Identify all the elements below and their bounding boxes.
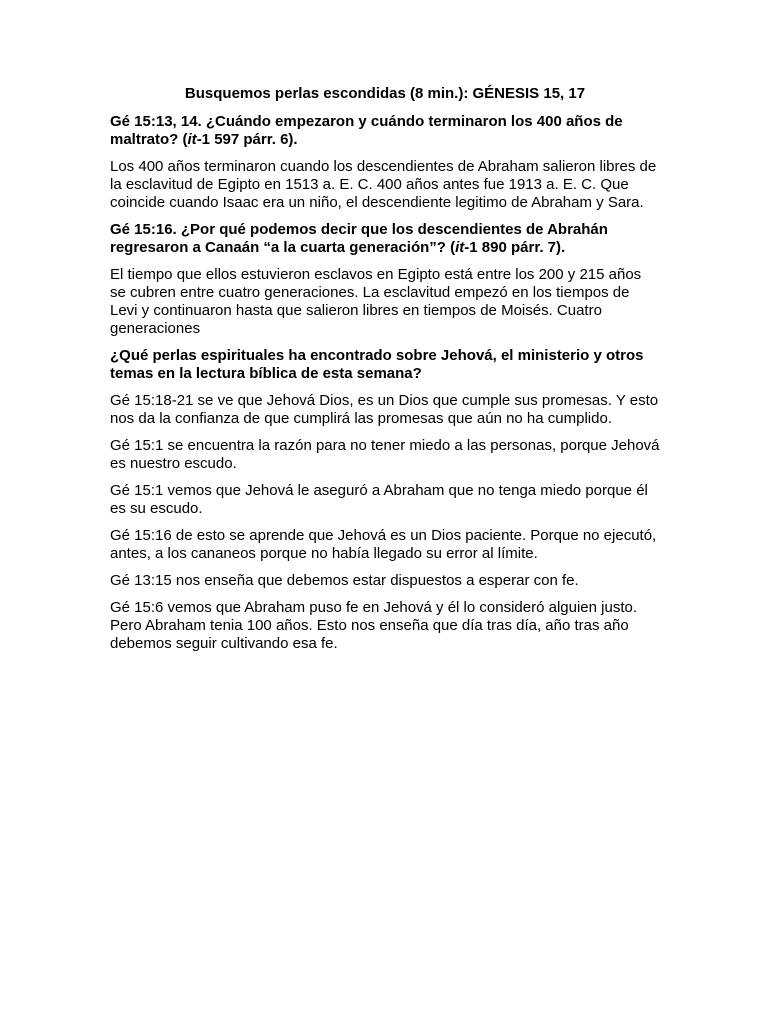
question-1-ref-suffix: -1 597 párr. 6). <box>196 131 298 148</box>
answer-paragraph: Gé 15:6 vemos que Abraham puso fe en Jehová y él lo consideró alguien justo. Pero Abraham tenia 100 años. Esto nos enseña que día tras día, año tras año debemos seguir cultivando esa fe. <box>110 599 637 652</box>
answer-paragraph: Gé 13:15 nos enseña que debemos estar dispuestos a esperar con fe. <box>110 572 579 589</box>
question-1-ref: it <box>187 131 197 148</box>
answer-1: Los 400 años terminaron cuando los descendientes de Abraham salieron libres de la esclavitud de Egipto en 1513 a. E. C. 400 años antes fue 1913 a. E. C. Que coincide cuando Isaac era un niño, el descendiente legitimo de Abraham y Sara. <box>110 158 657 211</box>
answer-paragraph: Gé 15:18-21 se ve que Jehová Dios, es un Dios que cumple sus promesas. Y esto nos da la confianza de que cumplirá las promesas que aún no ha cumplido. <box>110 392 659 427</box>
answer-paragraph: Gé 15:16 de esto se aprende que Jehová es un Dios paciente. Porque no ejecutó, antes, a los cananeos porque no había llegado su error al límite. <box>110 527 657 562</box>
document-title: Busquemos perlas escondidas (8 min.): GÉNESIS 15, 17 <box>184 85 586 102</box>
question-2-ref: it <box>455 239 465 256</box>
question-2 <box>110 221 660 257</box>
answer-paragraph: Gé 15:1 vemos que Jehová le aseguró a Abraham que no tenga miedo porque él es su escudo. <box>110 482 648 517</box>
question-2-ref-suffix: -1 890 párr. 7). <box>464 239 566 256</box>
answer-paragraph: Gé 15:1 se encuentra la razón para no tener miedo a las personas, porque Jehová es nuestro escudo. <box>110 437 660 472</box>
question-2-text: Gé 15:16. ¿Por qué podemos decir que los descendientes de Abrahán regresaron a Canaán “a la cuarta generación”? ( <box>110 221 608 256</box>
question-1-text: Gé 15:13, 14. ¿Cuándo empezaron y cuándo terminaron los 400 años de maltrato? ( <box>110 113 623 148</box>
question-1 <box>110 113 660 149</box>
question-3: ¿Qué perlas espirituales ha encontrado sobre Jehová, el ministerio y otros temas en la lectura bíblica de esta semana? <box>110 347 644 382</box>
answer-2: El tiempo que ellos estuvieron esclavos en Egipto está entre los 200 y 215 años se cubren entre cuatro generaciones. La esclavitud empezó en los tiempos de Levi y continuaron hasta que salieron libres en tiempos de Moisés. Cuatro generaciones <box>110 266 642 337</box>
document-page <box>110 85 660 662</box>
